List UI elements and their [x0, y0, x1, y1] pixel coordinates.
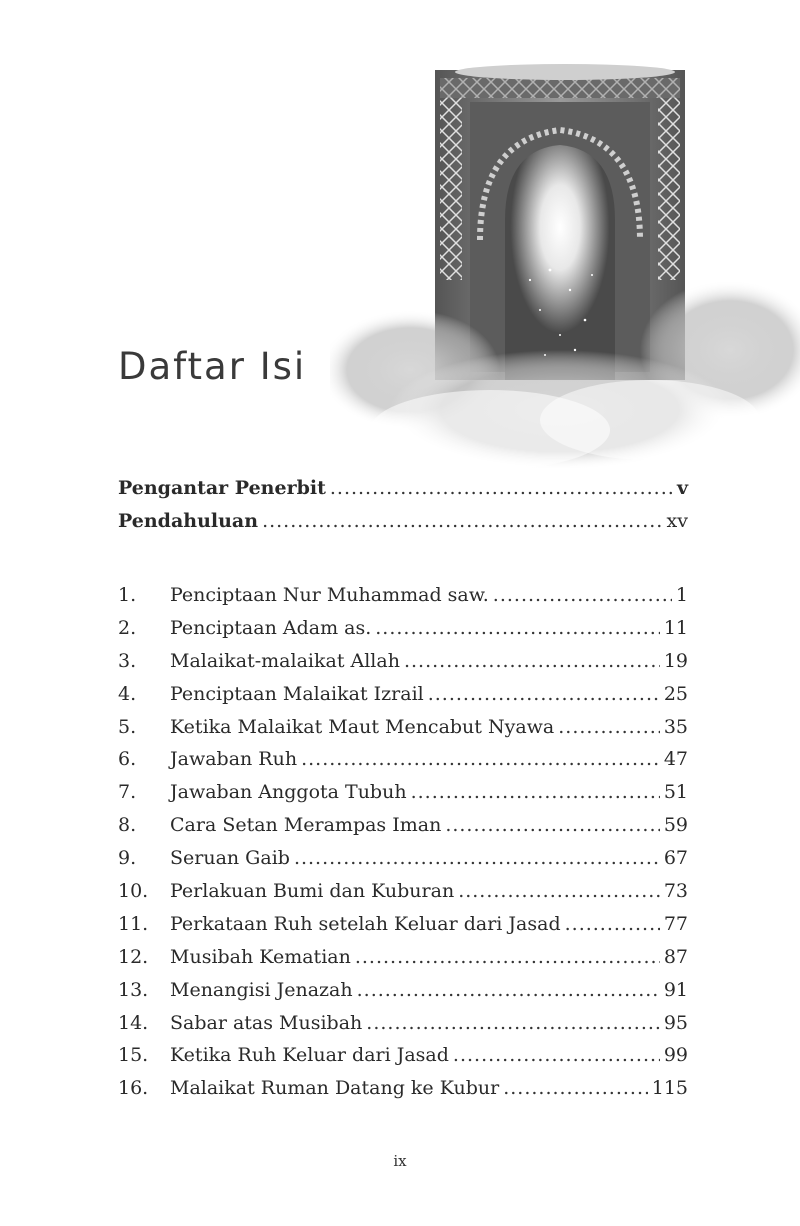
toc-chapter-entry[interactable] — [118, 847, 688, 880]
chapter-number: 9. — [118, 847, 137, 870]
dot-leader — [366, 1012, 660, 1034]
toc-chapter-entry[interactable] — [118, 1077, 688, 1110]
chapter-page: 51 — [663, 781, 688, 804]
chapter-number: 5. — [118, 715, 137, 738]
chapter-title: Seruan Gaib — [170, 847, 290, 870]
chapter-page: 67 — [663, 847, 688, 870]
chapter-page: 73 — [663, 880, 688, 903]
chapter-list — [118, 584, 688, 1110]
toc-chapter-entry[interactable] — [118, 683, 688, 716]
chapter-number: 12. — [118, 945, 149, 968]
dot-leader — [301, 748, 660, 770]
chapter-title: Musibah Kematian — [170, 945, 351, 968]
chapter-page: 35 — [663, 715, 688, 738]
dot-leader — [445, 814, 660, 836]
dot-leader — [558, 716, 660, 738]
chapter-number: 4. — [118, 682, 137, 705]
arch-gateway-illustration — [330, 40, 800, 470]
dot-leader — [355, 946, 660, 968]
toc-chapter-entry[interactable] — [118, 584, 688, 617]
page-number: ix — [393, 1152, 407, 1170]
chapter-page: 87 — [663, 945, 688, 968]
chapter-page: 77 — [663, 912, 688, 935]
page-title: Daftar Isi — [118, 345, 307, 388]
chapter-page: 91 — [663, 978, 688, 1001]
chapter-number: 11. — [118, 912, 149, 935]
toc-entry-pendahuluan[interactable] — [118, 510, 688, 543]
dot-leader — [503, 1077, 648, 1099]
toc-chapter-entry[interactable] — [118, 650, 688, 683]
toc-entry-title: Pendahuluan — [118, 510, 259, 532]
toc-chapter-entry[interactable] — [118, 748, 688, 781]
toc-chapter-entry[interactable] — [118, 814, 688, 847]
toc-chapter-entry[interactable] — [118, 716, 688, 749]
toc-entry-page: v — [676, 477, 688, 499]
chapter-page: 99 — [663, 1044, 688, 1067]
chapter-page: 115 — [651, 1077, 688, 1100]
toc-chapter-entry[interactable] — [118, 1012, 688, 1045]
toc-entry-title: Pengantar Penerbit — [118, 477, 326, 499]
dot-leader — [428, 683, 660, 705]
chapter-title: Perkataan Ruh setelah Keluar dari Jasad — [170, 912, 561, 935]
toc-entry-page: xv — [666, 510, 688, 532]
chapter-number: 15. — [118, 1044, 149, 1067]
chapter-title: Cara Setan Merampas Iman — [170, 814, 442, 837]
toc-chapter-entry[interactable] — [118, 1044, 688, 1077]
toc-entry-pengantar[interactable] — [118, 477, 688, 510]
dot-leader — [294, 847, 660, 869]
chapter-title: Jawaban Ruh — [170, 748, 298, 771]
chapter-title: Malaikat-malaikat Allah — [170, 649, 400, 672]
toc-chapter-entry[interactable] — [118, 781, 688, 814]
dot-leader — [411, 781, 660, 803]
chapter-page: 1 — [675, 584, 688, 606]
chapter-page: 95 — [663, 1011, 688, 1034]
toc-chapter-entry[interactable] — [118, 979, 688, 1012]
table-of-contents — [118, 477, 688, 1110]
chapter-page: 19 — [663, 649, 688, 672]
chapter-title: Penciptaan Adam as. — [170, 616, 372, 639]
chapter-title: Menangisi Jenazah — [170, 978, 353, 1001]
chapter-number: 1. — [118, 584, 137, 606]
chapter-title: Ketika Malaikat Maut Mencabut Nyawa — [170, 715, 555, 738]
chapter-number: 7. — [118, 781, 137, 804]
dot-leader — [404, 650, 660, 672]
section-gap — [118, 543, 688, 584]
dot-leader — [453, 1044, 660, 1066]
chapter-number: 2. — [118, 616, 137, 639]
toc-chapter-entry[interactable] — [118, 913, 688, 946]
toc-chapter-entry[interactable] — [118, 946, 688, 979]
dot-leader — [375, 617, 660, 639]
chapter-number: 3. — [118, 649, 137, 672]
chapter-number: 6. — [118, 748, 137, 771]
chapter-title: Malaikat Ruman Datang ke Kubur — [170, 1077, 500, 1100]
chapter-number: 8. — [118, 814, 137, 837]
chapter-number: 10. — [118, 880, 149, 903]
chapter-page: 11 — [663, 616, 688, 639]
chapter-title: Ketika Ruh Keluar dari Jasad — [170, 1044, 449, 1067]
chapter-number: 14. — [118, 1011, 149, 1034]
dot-leader — [565, 913, 660, 935]
dot-leader — [493, 584, 672, 606]
toc-chapter-entry[interactable] — [118, 880, 688, 913]
chapter-title: Sabar atas Musibah — [170, 1011, 363, 1034]
chapter-title: Penciptaan Malaikat Izrail — [170, 682, 424, 705]
dot-leader — [458, 880, 660, 902]
chapter-title: Jawaban Anggota Tubuh — [170, 781, 407, 804]
chapter-title: Perlakuan Bumi dan Kuburan — [170, 880, 455, 903]
toc-chapter-entry[interactable] — [118, 617, 688, 650]
dot-leader — [330, 477, 673, 499]
dot-leader — [357, 979, 660, 1001]
chapter-page: 25 — [663, 682, 688, 705]
chapter-number: 13. — [118, 978, 149, 1001]
chapter-title: Penciptaan Nur Muhammad saw. — [170, 584, 489, 606]
chapter-page: 59 — [663, 814, 688, 837]
chapter-page: 47 — [663, 748, 688, 771]
dot-leader — [262, 510, 662, 532]
chapter-number: 16. — [118, 1077, 149, 1100]
